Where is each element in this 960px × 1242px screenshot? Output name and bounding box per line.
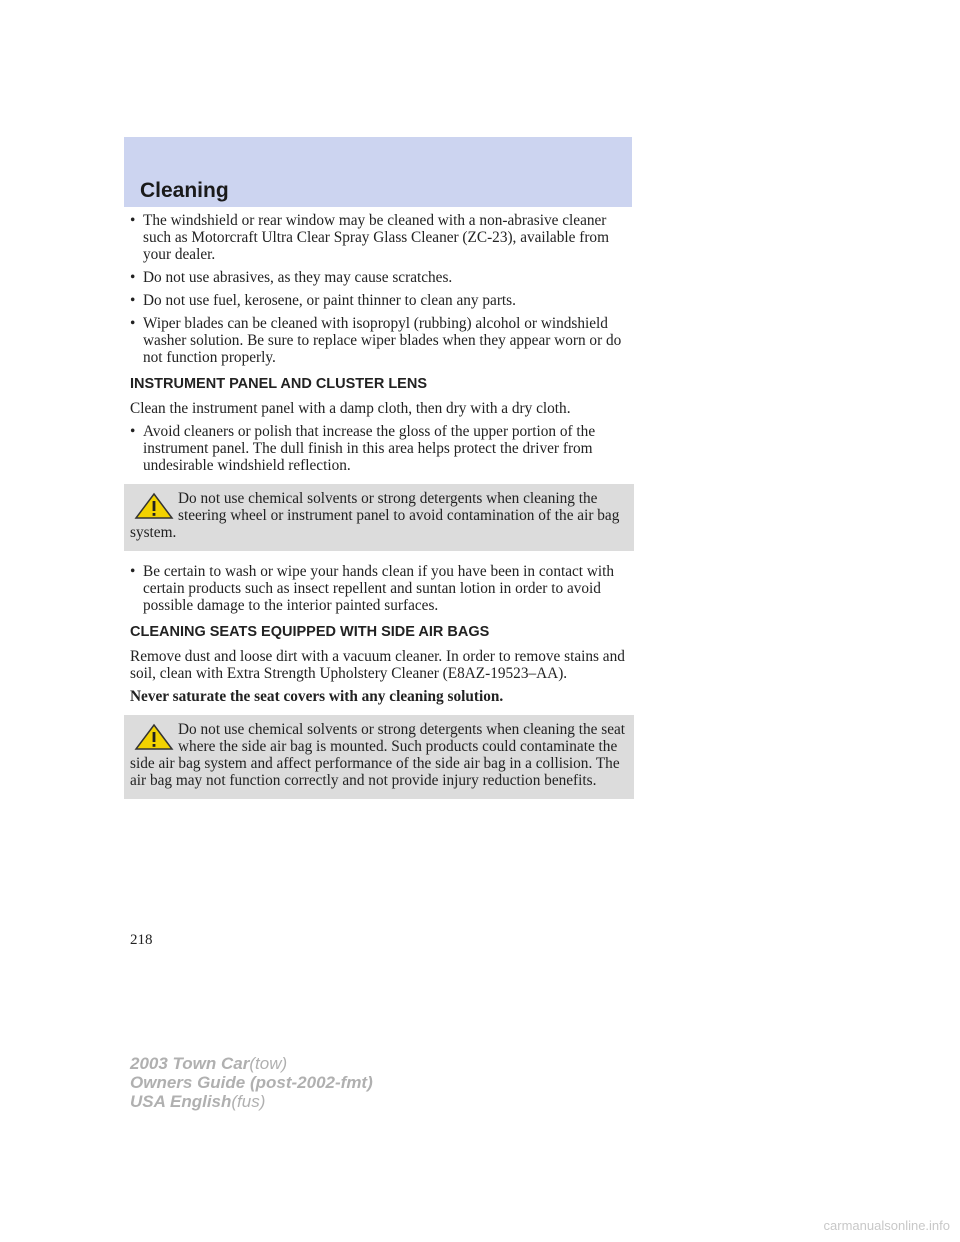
footer-model: 2003 Town Car [130,1054,250,1073]
bullet-icon: • [130,563,136,580]
section-header-band [124,137,632,207]
seats-heading: CLEANING SEATS EQUIPPED WITH SIDE AIR BAGS [130,624,490,640]
bullet-icon: • [130,292,136,309]
bullet-item-glass-cleaner [130,212,634,263]
bullet-item-fuel [130,292,634,309]
bullet-icon: • [130,212,136,229]
bullet-icon: • [130,423,136,440]
document-footer [130,1054,373,1111]
page-content [130,212,634,811]
bullet-text: Be certain to wash or wipe your hands clean if you have been in contact with certain products such as insect repellent and suntan lotion in order to avoid possible damage to the interior painted surfaces. [143,563,615,614]
warning-box-side-air-bag [124,715,634,799]
footer-line-language [130,1092,373,1111]
warning-triangle-icon [134,723,174,751]
instrument-panel-intro: Clean the instrument panel with a damp cloth, then dry with a dry cloth. [130,400,571,417]
bullet-text: Do not use fuel, kerosene, or paint thinner to clean any parts. [143,292,516,309]
bullet-item-wash-hands [130,563,634,614]
watermark-text: carmanualsonline.info [823,1218,950,1233]
bullet-item-wiper-blades [130,315,634,366]
seats-bold-note: Never saturate the seat covers with any cleaning solution. [130,688,504,705]
footer-model-code: (tow) [249,1054,288,1073]
bullet-text: Wiper blades can be cleaned with isopropyl (rubbing) alcohol or windshield washer solution. Be sure to replace wiper blades when they appear worn or do not function properly. [143,315,622,366]
footer-line-model [130,1054,373,1073]
footer-language-code: (fus) [231,1092,266,1111]
warning-text: Do not use chemical solvents or strong detergents when cleaning the steering wheel or instrument panel to avoid contamination of the air bag system. [130,490,620,541]
warning-text: Do not use chemical solvents or strong detergents when cleaning the seat where the side air bag is mounted. Such products could contaminate the side air bag system and affect performance of the side air bag in a collision. The air bag may not function correctly and not provide injury reduction benefits. [130,721,626,789]
footer-guide: Owners Guide (post-2002-fmt) [130,1073,373,1092]
bullet-text: Avoid cleaners or polish that increase the gloss of the upper portion of the instrument panel. The dull finish in this area helps protect the driver from undesirable windshield reflection. [143,423,596,474]
bullet-item-gloss [130,423,634,474]
section-title: Cleaning [140,179,229,202]
bullet-item-abrasives [130,269,634,286]
bullet-text: The windshield or rear window may be cleaned with a non-abrasive cleaner such as Motorcraft Ultra Clear Spray Glass Cleaner (ZC-23), available from your dealer. [143,212,609,263]
seats-intro: Remove dust and loose dirt with a vacuum cleaner. In order to remove stains and soil, clean with Extra Strength Upholstery Cleaner (E8AZ-19523–AA). [130,648,625,682]
instrument-panel-heading: INSTRUMENT PANEL AND CLUSTER LENS [130,376,427,392]
page-number: 218 [130,932,153,948]
warning-triangle-icon [134,492,174,520]
bullet-text: Do not use abrasives, as they may cause scratches. [143,269,453,286]
warning-box-instrument-panel [124,484,634,551]
bullet-icon: • [130,269,136,286]
bullet-icon: • [130,315,136,332]
footer-language: USA English [130,1092,232,1111]
